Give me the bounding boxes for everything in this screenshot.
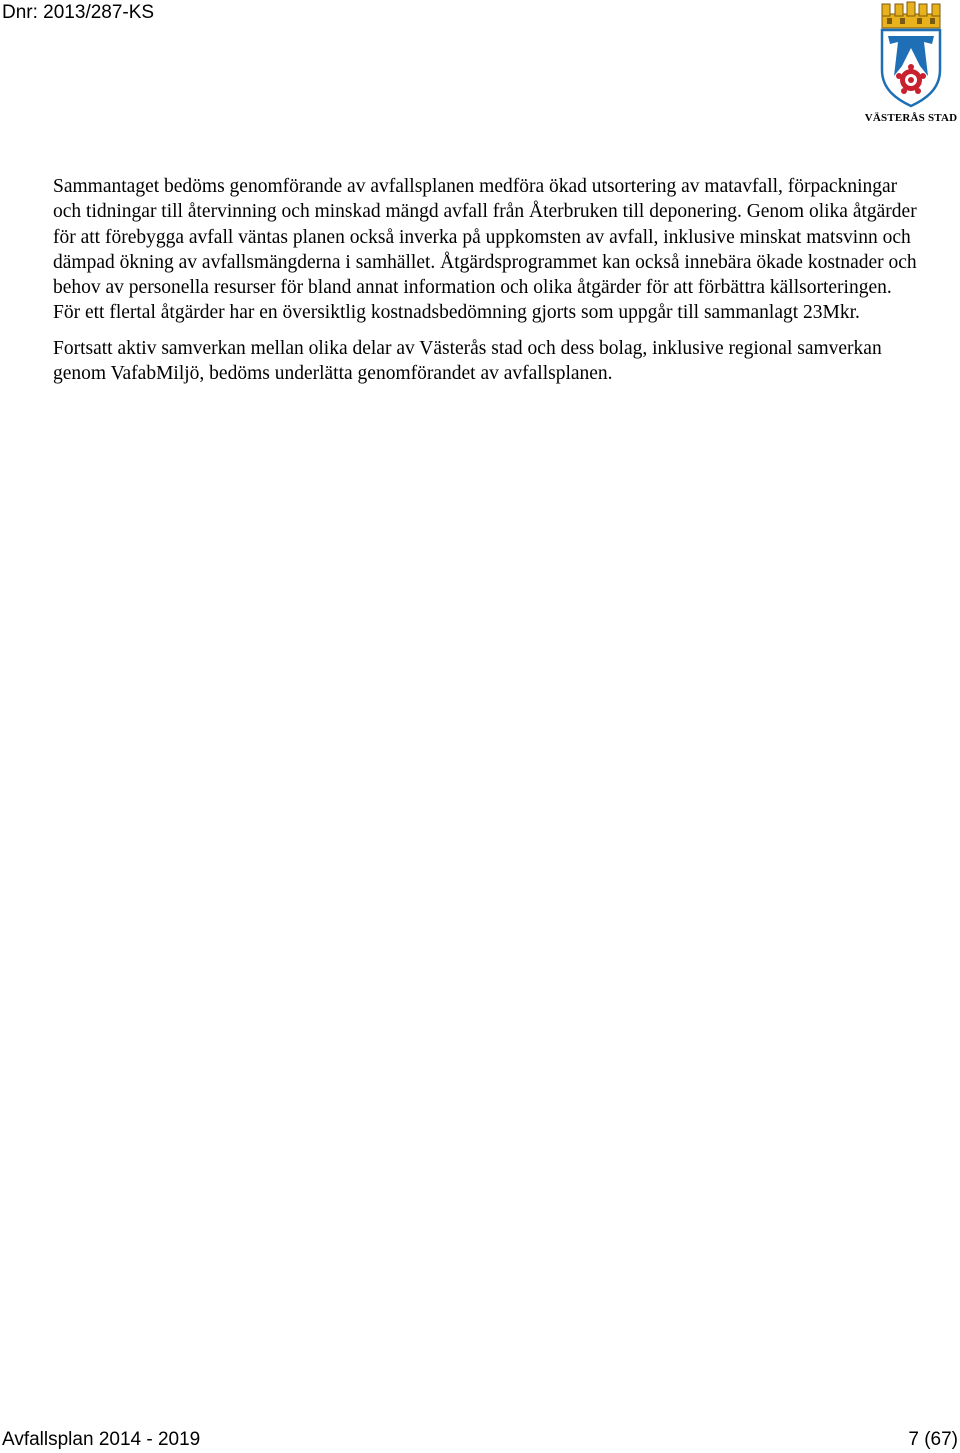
logo-label: VÄSTERÅS STAD (864, 112, 958, 124)
crown-icon (882, 2, 940, 28)
footer-title: Avfallsplan 2014 - 2019 (2, 1429, 201, 1450)
paragraph: Sammantaget bedöms genomförande av avfallsplanen medföra ökad utsortering av matavfall, förpackningar och tidningar till återvinning och minskad mängd avfall från Återbruken till deponering. Genom olika åtgärder för att förebygga avfall väntas planen också inverka på uppkomsten av avfall, inklusive minskat matsvinn och dämpad ökning av avfallsmängderna i samhället. Åtgärdsprogrammet kan också innebära ökade kostnader och behov av personella resurser för bland annat information och olika åtgärder för att förbättra källsorteringen. För ett flertal åtgärder har en översiktlig kostnadsbedömning gjorts som uppgår till sammanlagt 23Mkr. (53, 176, 917, 324)
body-text (53, 174, 923, 396)
paragraph: Fortsatt aktiv samverkan mellan olika delar av Västerås stad och dess bolag, inklusive regional samverkan genom VafabMiljö, bedöms underlätta genomförandet av avfallsplanen. (53, 337, 882, 385)
document-number: Dnr: 2013/287-KS (2, 2, 155, 23)
vasteras-stad-logo (862, 0, 960, 128)
coat-of-arms-icon (878, 0, 944, 108)
page-number: 7 (67) (908, 1429, 958, 1450)
